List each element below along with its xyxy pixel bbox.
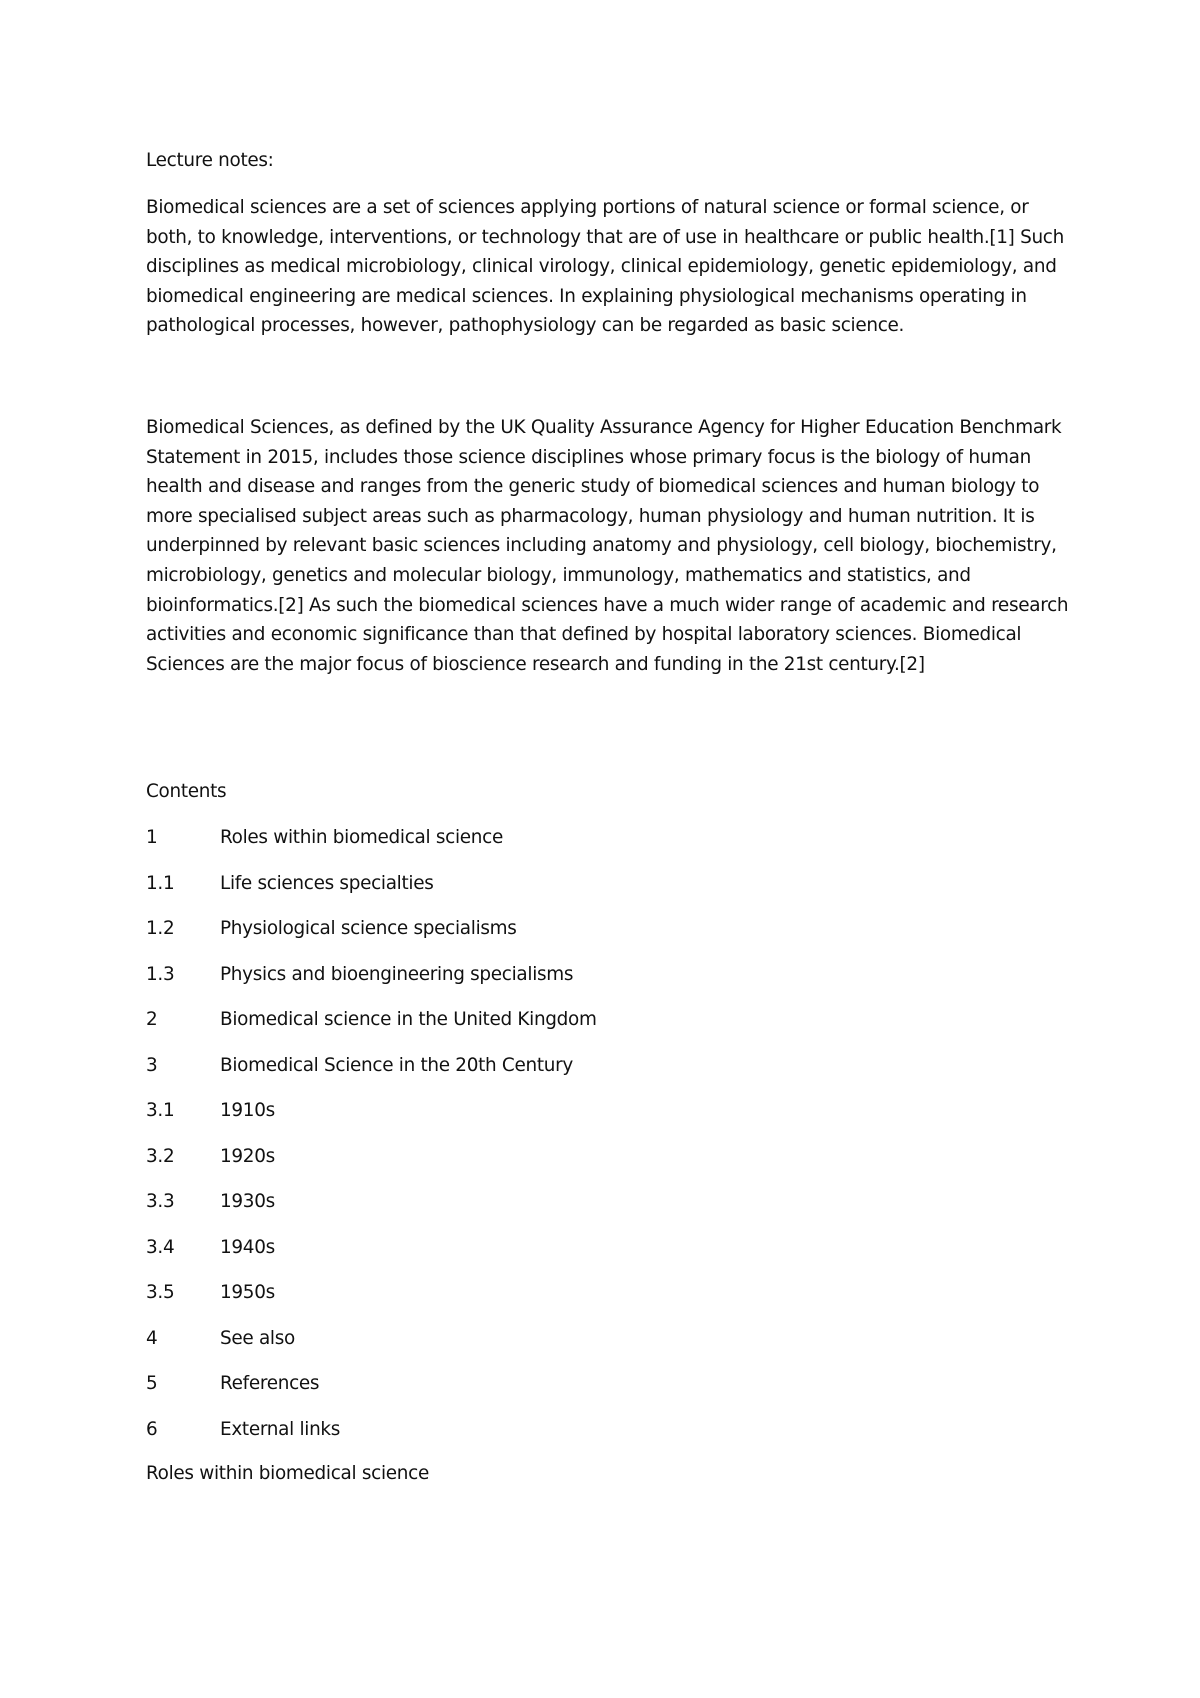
toc-entry [146,1278,1076,1324]
toc-title: Biomedical Science in the 20th Century [220,1054,573,1076]
toc-entry [146,914,1076,960]
toc-entry [146,1233,1076,1279]
toc-entry [146,960,1076,1006]
toc-title: Biomedical science in the United Kingdom [220,1009,597,1031]
toc-title: Life sciences specialties [220,872,434,894]
page-heading: Lecture notes: [146,150,274,171]
toc-entry [146,1415,1076,1461]
toc-title: External links [220,1418,341,1440]
toc-title: See also [220,1327,295,1349]
toc-number: 3.1 [146,1100,175,1122]
toc-entry [146,869,1076,915]
toc-title: Physics and bioengineering specialisms [220,963,574,985]
toc-number: 3.2 [146,1145,175,1167]
toc-number: 6 [146,1418,158,1440]
section-heading: Roles within biomedical science [146,1463,429,1485]
toc-number: 3 [146,1054,158,1076]
toc-number: 2 [146,1009,158,1031]
toc-number: 1.1 [146,872,175,894]
toc-entry [146,1051,1076,1097]
toc-number: 1 [146,827,158,849]
toc-number: 1.3 [146,963,175,985]
intro-paragraph: Biomedical sciences are a set of sciences applying portions of natural science or formal science, or both, to knowledge, interventions, or technology that are of use in healthcare or public health.[1] Such disciplines as medical microbiology, clinical virology, clinical epidemiology, genetic epidemiology, and biomedical engineering are medical sciences. In explaining physiological mechanisms operating in pathological processes, however, pathophysiology can be regarded as basic science. [146,197,1064,337]
toc-title: References [220,1373,320,1395]
toc-entry [146,823,1076,869]
toc-entry [146,1324,1076,1370]
toc-number: 3.4 [146,1236,175,1258]
toc-entry [146,1005,1076,1051]
toc-entry [146,1142,1076,1188]
contents-title: Contents [146,781,227,803]
toc-title: 1930s [220,1191,275,1213]
toc-entry [146,1369,1076,1415]
toc-entry [146,1096,1076,1142]
toc-number: 5 [146,1373,158,1395]
toc-title: Physiological science specialisms [220,918,517,940]
document-body [146,146,1076,1488]
toc-number: 3.5 [146,1282,175,1304]
toc-number: 3.3 [146,1191,175,1213]
toc-title: 1920s [220,1145,275,1167]
toc-title: 1950s [220,1282,275,1304]
definition-paragraph: Biomedical Sciences, as defined by the UK Quality Assurance Agency for Higher Education Benchmark Statement in 2015, includes those science disciplines whose primary focus is the biology of human health and disease and ranges from the generic study of biomedical sciences and human biology to more specialised subject areas such as pharmacology, human physiology and human nutrition. It is underpinned by relevant basic sciences including anatomy and physiology, cell biology, biochemistry, microbiology, genetics and molecular biology, immunology, mathematics and statistics, and bioinformatics.[2] As such the biomedical sciences have a much wider range of academic and research activities and economic significance than that defined by hospital laboratory sciences. Biomedical Sciences are the major focus of bioscience research and funding in the 21st century.[2] [146,416,1069,675]
toc-entry [146,1187,1076,1233]
table-of-contents [146,823,1076,1460]
toc-title: Roles within biomedical science [220,827,503,849]
toc-title: 1910s [220,1100,275,1122]
toc-title: 1940s [220,1236,275,1258]
toc-number: 1.2 [146,918,175,940]
toc-number: 4 [146,1327,158,1349]
